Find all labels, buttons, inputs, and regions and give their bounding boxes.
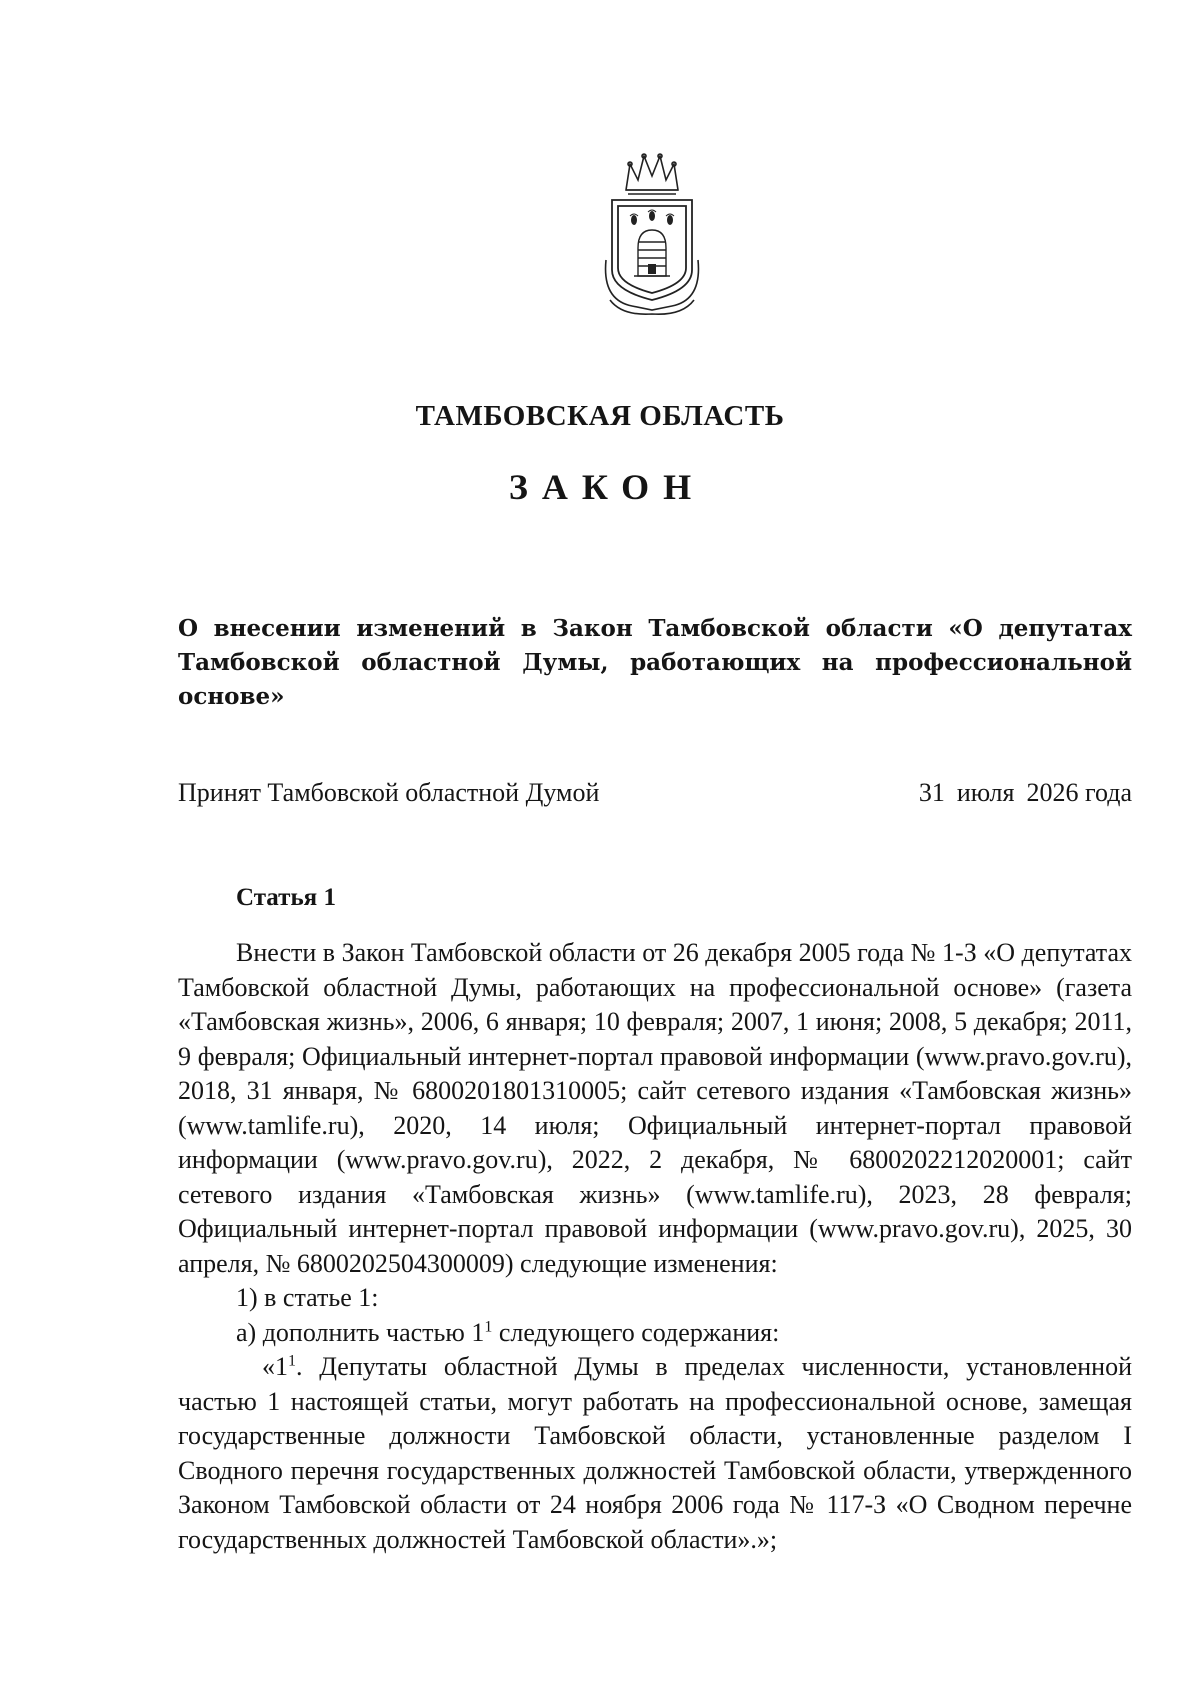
item-a-text-after: следующего содержания: — [492, 1317, 780, 1347]
article-intro-paragraph: Внести в Закон Тамбовской области от 26 декабря 2005 года № 1-З «О депутатах Тамбовской областной Думы, работающих на профессиональной основе» (газета «Тамбовская жизнь», 2006, 6 января; 10 февраля; 2007, 1 июня; 2008, 5 декабря; 2011, 9 февраля; Официальный интернет-портал правовой информации (www.pravo.gov.ru), 2018, 31 января, № 6800201801310005; сайт сетевого издания «Тамбовская жизнь» (www.tamlife.ru), 2020, 14 июля; Официальный интернет-портал правовой информации (www.pravo.gov.ru), 2022, 2 декабря, № 6800202212020001; сайт сетевого издания «Тамбовская жизнь» (www.tamlife.ru), 2023, 28 февраля; Официальный интернет-портал правовой информации (www.pravo.gov.ru), 2025, 30 апреля, № 6800202504300009) следующие изменения: — [178, 938, 1132, 1278]
quote-body-text: . Депутаты областной Думы в пределах численности, установленной частью 1 настоящей статьи, могут работать на профессиональной основе, замещая государственные должности Тамбовской области, установленные разделом I Сводного перечня государственных должностей Тамбовской области, утвержденного Законом Тамбовской области от 24 ноября 2006 года № 117-З «О Сводном перечне государственных должностей Тамбовской области».»; — [178, 1352, 1132, 1554]
adoption-line — [178, 778, 1132, 808]
law-title: О внесении изменений в Закон Тамбовской области «О депутатах Тамбовской областной Думы, работающих на профессиональной основе» — [178, 615, 1132, 710]
document-type-title: ЗАКОН — [508, 467, 706, 507]
adoption-day: 31 — [918, 778, 945, 807]
adoption-year: 2026 года — [1026, 778, 1132, 807]
region-title: ТАМБОВСКАЯ ОБЛАСТЬ — [415, 400, 785, 432]
coat-of-arms-emblem — [592, 150, 712, 320]
amendment-quote-paragraph — [178, 1350, 1132, 1557]
adoption-label: Принят Тамбовской областной Думой — [178, 778, 600, 807]
amendment-item-1: 1) в статье 1: — [236, 1283, 379, 1312]
article-heading: Статья 1 — [236, 884, 336, 911]
item-a-superscript: 1 — [484, 1317, 493, 1335]
adoption-date — [907, 778, 1132, 808]
article-body — [178, 936, 1132, 1557]
quote-open-text: «1 — [262, 1352, 288, 1381]
item-a-text-before: а) дополнить частью 1 — [236, 1317, 485, 1347]
quote-superscript: 1 — [288, 1352, 296, 1370]
amendment-item-a — [178, 1316, 1132, 1351]
adoption-month: июля — [956, 778, 1015, 807]
